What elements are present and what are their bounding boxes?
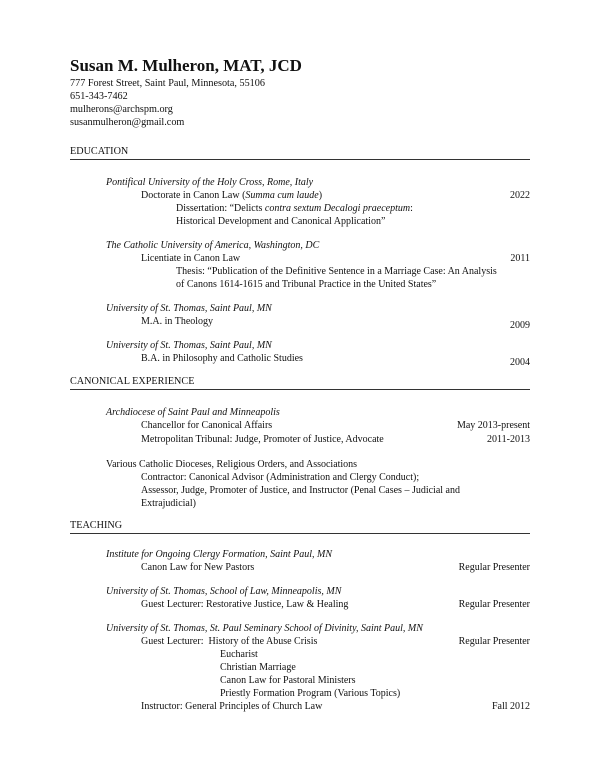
degree: Licentiate in Canon Law — [141, 253, 241, 264]
role-row — [141, 419, 530, 432]
role: Guest Lecturer: History of the Abuse Crisis — [141, 636, 318, 647]
thesis: Thesis: “Publication of the Definitive Sentence in a Marriage Case: An Analysis of Canons 1614-1615 and Tribunal Practice in the United States” — [176, 266, 497, 290]
resume-name: Susan M. Mulheron, MAT, JCD — [70, 56, 302, 75]
topic: Eucharist — [220, 649, 258, 660]
experience-entry — [70, 458, 530, 510]
note: Regular Presenter — [458, 599, 530, 610]
institution: University of St. Thomas, Saint Paul, MN — [106, 340, 272, 351]
year: 2011 — [510, 253, 530, 264]
role-line: Assessor, Judge, Promoter of Justice, and Instructor (Penal Cases – Judicial and Extrajudicial) — [141, 485, 460, 509]
experience-entry — [70, 406, 530, 446]
address: 777 Forest Street, Saint Paul, Minnesota, 55106 — [70, 78, 265, 89]
experience-heading: CANONICAL EXPERIENCE — [70, 375, 530, 390]
resume-page — [70, 56, 530, 713]
role-row — [141, 561, 530, 574]
personal-email[interactable]: susanmulheron@gmail.com — [70, 117, 185, 128]
role: Instructor: General Principles of Church Law — [141, 701, 323, 712]
education-entry — [70, 176, 530, 228]
work-email[interactable]: mulherons@archspm.org — [70, 104, 173, 115]
role-row — [141, 598, 530, 611]
teaching-entry — [70, 622, 530, 713]
institution: University of St. Thomas, St. Paul Seminary School of Divinity, Saint Paul, MN — [106, 623, 423, 634]
degree-row — [141, 189, 530, 202]
phone: 651-343-7462 — [70, 91, 128, 102]
degree-row — [141, 352, 530, 368]
year: 2004 — [510, 357, 530, 368]
dissertation: Dissertation: “Delicts contra sextum Decalogi praeceptum: Historical Development and Canonical Application” — [176, 203, 413, 227]
role: Canon Law for New Pastors — [141, 562, 255, 573]
degree: B.A. in Philosophy and Catholic Studies — [141, 353, 303, 364]
education-entry — [70, 339, 530, 368]
teaching-entry — [70, 585, 530, 611]
education-heading: EDUCATION — [70, 145, 530, 160]
topic-list — [220, 648, 530, 700]
degree: M.A. in Theology — [141, 316, 214, 327]
topic: History of the Abuse Crisis — [208, 636, 318, 647]
institution: Institute for Ongoing Clergy Formation, Saint Paul, MN — [106, 549, 333, 560]
role-line: Contractor: Canonical Advisor (Administration and Clergy Conduct); — [141, 472, 420, 483]
date: Fall 2012 — [491, 701, 530, 712]
role: Chancellor for Canonical Affairs — [141, 420, 273, 431]
teaching-entry — [70, 548, 530, 574]
education-entry — [70, 239, 530, 291]
contact-block — [70, 77, 530, 129]
note: Regular Presenter — [458, 636, 530, 647]
role: Guest Lecturer: Restorative Justice, Law & Healing — [141, 599, 349, 610]
role-row — [141, 700, 530, 713]
degree-row — [141, 315, 530, 331]
note: Regular Presenter — [458, 562, 530, 573]
education-entry — [70, 302, 530, 331]
institution: University of St. Thomas, School of Law, Minneapolis, MN — [106, 586, 342, 597]
role: Metropolitan Tribunal: Judge, Promoter of Justice, Advocate — [141, 434, 384, 445]
degree-row — [141, 252, 530, 265]
role-row — [141, 433, 530, 446]
institution: University of St. Thomas, Saint Paul, MN — [106, 303, 272, 314]
year: 2022 — [510, 190, 530, 201]
date: May 2013-present — [456, 420, 530, 431]
teaching-heading: TEACHING — [70, 519, 530, 534]
topic: Christian Marriage — [220, 662, 296, 673]
topic: Priestly Formation Program (Various Topics) — [220, 688, 401, 699]
year: 2009 — [510, 320, 530, 331]
institution: Archdiocese of Saint Paul and Minneapolis — [106, 407, 280, 418]
role-row — [141, 635, 530, 648]
degree: Doctorate in Canon Law (Summa cum laude) — [141, 190, 323, 201]
institution: The Catholic University of America, Washington, DC — [106, 240, 320, 251]
date: 2011-2013 — [487, 434, 530, 445]
topic: Canon Law for Pastoral Ministers — [220, 675, 356, 686]
organization-title: Various Catholic Dioceses, Religious Orders, and Associations — [106, 459, 358, 470]
institution: Pontifical University of the Holy Cross, Rome, Italy — [106, 177, 314, 188]
